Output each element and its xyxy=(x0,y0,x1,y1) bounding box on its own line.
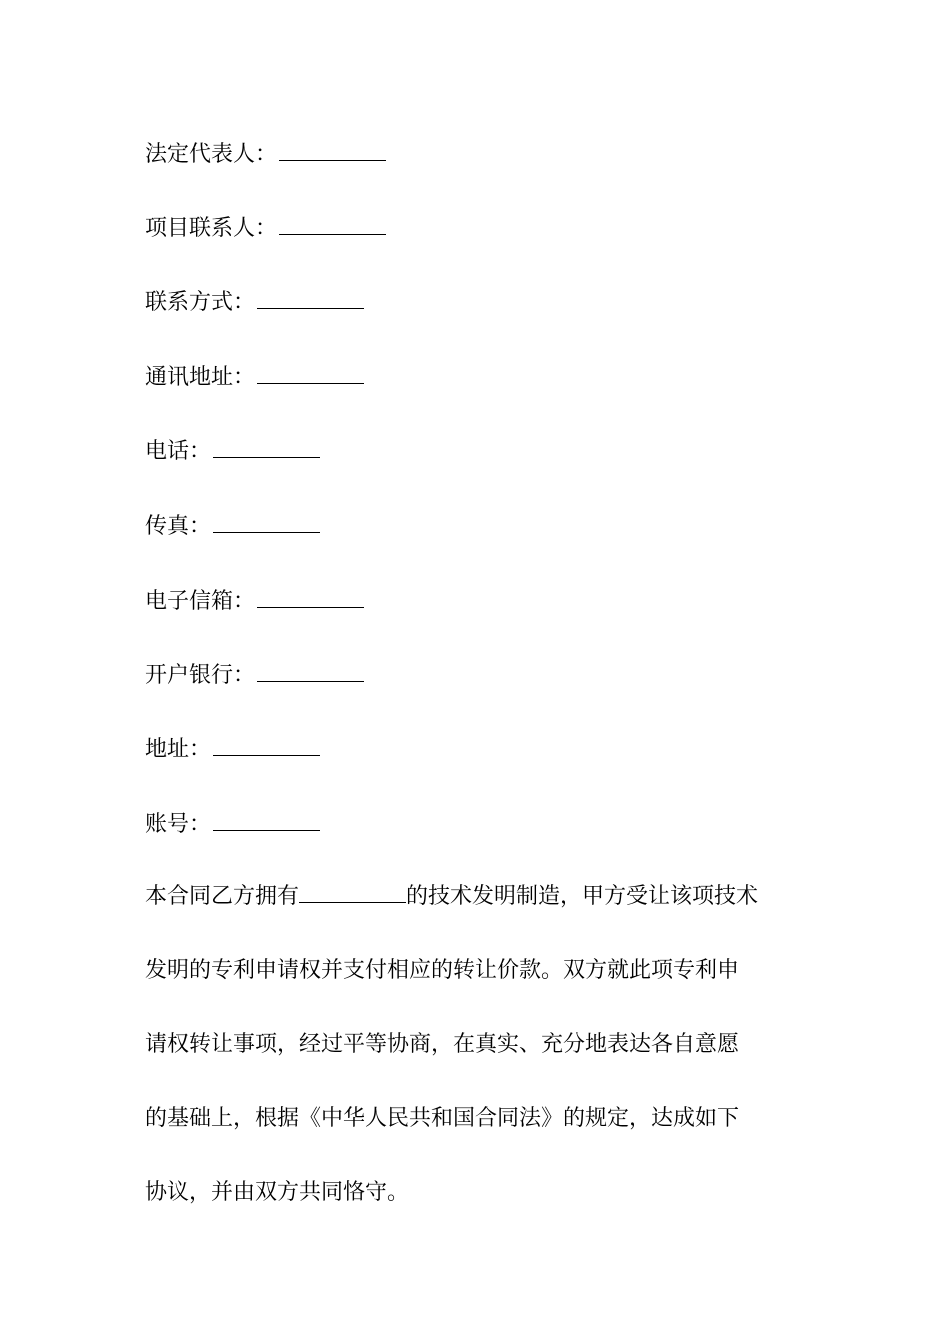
field-label: 电子信箱： xyxy=(145,589,256,614)
field-label: 电话： xyxy=(145,439,212,464)
field-label: 联系方式： xyxy=(145,290,256,315)
field-account-number xyxy=(145,808,320,838)
blank-line xyxy=(257,585,364,608)
blank-line xyxy=(279,138,386,161)
field-label: 法定代表人： xyxy=(145,142,278,167)
field-bank xyxy=(145,659,364,689)
blank-line xyxy=(257,286,364,309)
paragraph-text: 本合同乙方拥有 xyxy=(145,884,300,909)
blank-line xyxy=(213,733,320,756)
blank-line xyxy=(213,510,320,533)
blank-line xyxy=(213,435,320,458)
field-label: 通讯地址： xyxy=(145,365,256,390)
field-address xyxy=(145,733,320,763)
paragraph-line-1 xyxy=(145,860,810,934)
agreement-paragraph xyxy=(145,860,810,1230)
field-label: 传真： xyxy=(145,514,212,539)
field-project-contact xyxy=(145,212,386,242)
blank-line xyxy=(279,212,386,235)
blank-line xyxy=(257,361,364,384)
field-label: 项目联系人： xyxy=(145,216,278,241)
paragraph-line-3: 请权转让事项，经过平等协商，在真实、充分地表达各自意愿 xyxy=(145,1032,740,1057)
field-legal-representative xyxy=(145,138,386,168)
field-phone xyxy=(145,435,320,465)
paragraph-text: 的技术发明制造，甲方受让该项技术 xyxy=(406,884,759,909)
paragraph-line-2: 发明的专利申请权并支付相应的转让价款。双方就此项专利申 xyxy=(145,958,740,983)
field-label: 账号： xyxy=(145,812,212,837)
paragraph-line-5: 协议，并由双方共同恪守。 xyxy=(145,1180,410,1205)
field-label: 地址： xyxy=(145,737,212,762)
field-contact-method xyxy=(145,286,364,316)
field-mailing-address xyxy=(145,361,364,391)
blank-line xyxy=(299,880,406,903)
field-email xyxy=(145,585,364,615)
blank-line xyxy=(213,808,320,831)
field-fax xyxy=(145,510,320,540)
field-label: 开户银行： xyxy=(145,663,256,688)
blank-line xyxy=(257,659,364,682)
paragraph-line-4: 的基础上，根据《中华人民共和国合同法》的规定，达成如下 xyxy=(145,1106,740,1131)
